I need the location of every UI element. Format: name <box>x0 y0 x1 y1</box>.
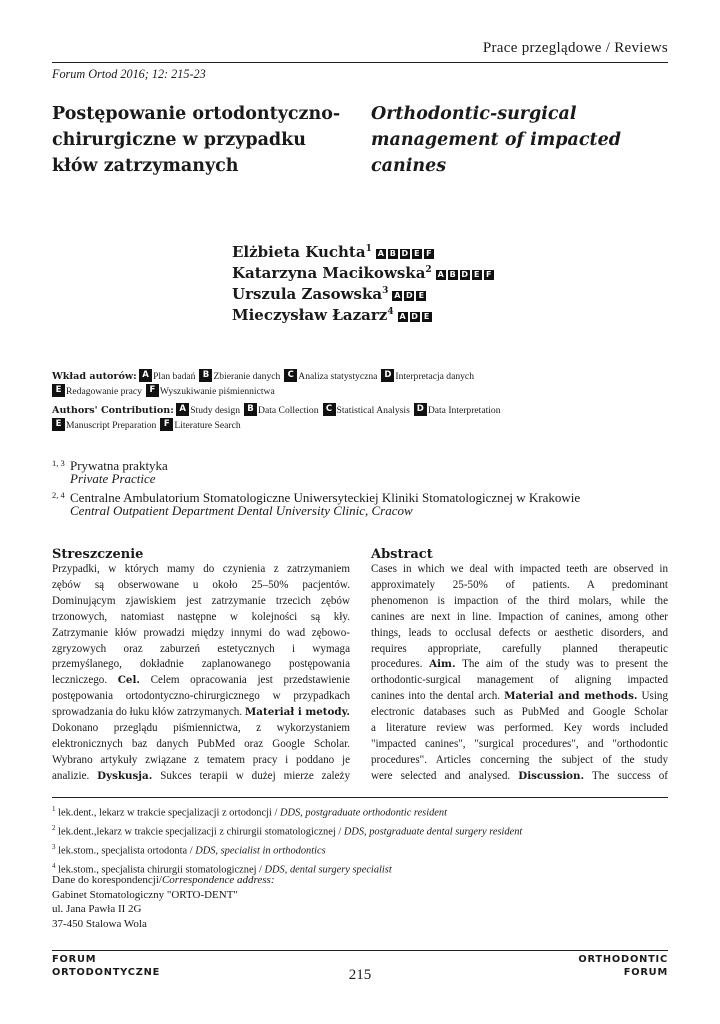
author-roles <box>435 264 495 282</box>
role-badge: D <box>401 249 409 258</box>
text-line: canines are next in line. Impaction of canines, among other <box>371 610 668 623</box>
footnote-sup: 3 <box>52 843 56 852</box>
text-line: were selected and analysed. Discussion. The success of <box>371 769 668 782</box>
contrib-text: Interpretacja danych <box>395 371 474 382</box>
contrib-code-badge: A <box>139 369 152 382</box>
contrib-code-badge: F <box>146 384 159 397</box>
role-badge: A <box>377 249 384 258</box>
text-line: Cases in which we deal with impacted teeth are observed in <box>371 563 668 575</box>
contrib-code-badge: F <box>160 418 173 431</box>
author <box>232 306 495 327</box>
role-badge: A <box>399 312 406 321</box>
text-line: sprowadzania do łuku kłów zatrzymanych. Materiał i metody. <box>52 706 350 719</box>
affiliation-2-en: Central Outpatient Department Dental University Clinic, Cracow <box>70 503 413 518</box>
contrib-code-badge: D <box>381 369 394 382</box>
contrib-item <box>199 371 280 382</box>
footnote-sup: 2 <box>52 824 56 833</box>
title-en <box>371 101 671 179</box>
text-line: Dokonano przeglądu piśmiennictwa, z wykorzystaniem <box>52 722 350 735</box>
author <box>232 285 495 306</box>
contrib-pl <box>52 369 512 398</box>
author <box>232 243 495 264</box>
affiliation-1-en: Private Practice <box>70 471 156 486</box>
text-line: procedures". Articles concerning the subject of the study <box>371 753 668 766</box>
abstract-heading: Abstract <box>371 547 433 562</box>
text-line: postępowania ortodontyczno-chirurgicznego w przypadkach <box>52 690 350 703</box>
title-pl-line: Postępowanie ortodontyczno- <box>52 104 341 124</box>
footnote-en: DDS, postgraduate dental surgery resident <box>343 826 523 838</box>
contrib-code-badge: E <box>52 418 65 431</box>
contrib-item <box>146 386 275 397</box>
contrib-text: Study design <box>190 405 241 416</box>
author-affiliation-sup: 4 <box>387 307 394 317</box>
contrib-text: Data Interpretation <box>427 405 501 416</box>
role-badge: E <box>472 270 482 280</box>
author-name: Katarzyna Macikowska <box>232 264 426 282</box>
footnote-en: DDS, dental surgery specialist <box>264 864 392 876</box>
author-list <box>232 243 495 327</box>
header-rule <box>52 62 668 63</box>
author <box>232 264 495 285</box>
page-number: 215 <box>348 967 372 983</box>
affiliation-pl: Prywatna praktyka <box>70 458 168 473</box>
address-line: ul. Jana Pawła II 2G <box>52 903 142 916</box>
footnote: $^1$ lek.dent., lekarz w trakcie specjalizacji z ortodoncji / DDS, postgraduate orthodontic resident <box>52 805 447 819</box>
footnote: $^3$ lek.stom., specjalista ortodonta / DDS, specialist in orthodontics <box>52 843 326 857</box>
contrib-item <box>176 405 240 416</box>
contrib-text: Manuscript Preparation <box>66 419 157 431</box>
contrib-item <box>381 371 474 382</box>
footer-brand-left <box>52 953 160 979</box>
contrib-text: Data Collection <box>258 405 319 416</box>
author-affiliation-sup: 2 <box>425 265 432 275</box>
correspondence <box>52 873 275 931</box>
text-line: zębów są obserwowane u około 25–50% pacjentów. <box>52 578 350 591</box>
text-line: trzonowych, natomiast następne w kolejności są kły. <box>52 610 350 623</box>
role-badge: A <box>394 291 401 300</box>
role-badge: D <box>406 291 413 300</box>
footer-brand-line: FORUM <box>623 967 668 978</box>
footnote-pl: lek.dent., lekarz w trakcie specjalizacji z ortodoncji <box>58 807 272 819</box>
contrib-text: Plan badań <box>153 371 196 382</box>
title-pl-line: kłów zatrzymanych <box>52 156 239 176</box>
text-line: Zatrzymanie kłów prowadzi między innymi do wad zębowo- <box>52 626 350 639</box>
text-line: elektronicznych baz danych PubMed oraz Google Scholar. <box>52 737 350 750</box>
text-line: "impacted canines", "surgical procedures", and "orthodontic <box>371 737 668 750</box>
role-badge: E <box>422 312 432 322</box>
contrib-item <box>323 405 410 416</box>
contrib-text: Statistical Analysis <box>336 405 410 416</box>
footnote: $^2$ lek.dent.,lekarz w trakcie specjalizacji z chirurgii stomatologicznej / DDS, postgraduate dental surgery resident <box>52 824 523 838</box>
run-in-heading: Material and methods. <box>504 690 638 703</box>
contrib-code-badge: A <box>176 403 189 416</box>
abstract-body <box>371 562 668 785</box>
author-affiliation-sup: 3 <box>382 286 389 296</box>
contrib-text: Literature Search <box>174 419 241 431</box>
text-line: phenomenon is impaction of the third molars, while the <box>371 594 668 607</box>
role-badge: F <box>484 270 494 280</box>
run-in-heading: Cel. <box>117 674 140 687</box>
footer-brand-line: ORTODONTYCZNE <box>52 967 161 978</box>
contrib-code-badge: D <box>414 403 427 416</box>
footer-brand-line: FORUM <box>52 954 97 965</box>
footer-rule <box>52 950 668 951</box>
author-roles <box>397 306 433 324</box>
footnote-en: DDS, specialist in orthodontics <box>195 845 326 857</box>
contrib-en <box>52 403 532 432</box>
role-badge: A <box>437 270 444 279</box>
correspondence-label-en: Correspondence address: <box>161 874 275 886</box>
contrib-item <box>414 405 501 416</box>
section-label: Prace przeglądowe / Reviews <box>482 40 668 56</box>
address-line: 37-450 Stalowa Wola <box>52 917 147 930</box>
contrib-label: Authors' Contribution: <box>52 405 174 416</box>
author-name: Mieczysław Łazarz <box>232 306 388 324</box>
streszczenie-heading: Streszczenie <box>52 547 144 562</box>
contrib-text: Redagowanie pracy <box>66 385 142 397</box>
role-badge: E <box>412 249 422 259</box>
contrib-item <box>139 371 195 382</box>
footnote-sup: 4 <box>52 862 56 871</box>
affiliation-sup: 2, 4 <box>52 490 65 500</box>
footer-brand-line: ORTHODONTIC <box>578 954 668 965</box>
text-line: approximately 25-50% of patients. A predominant <box>371 578 668 591</box>
text-line: electronic databases such as PubMed and Google Scholar <box>371 706 668 719</box>
role-badge: B <box>449 270 456 279</box>
role-badge: E <box>416 291 426 301</box>
contrib-item <box>160 420 240 431</box>
contrib-code-badge: C <box>284 369 297 382</box>
role-badge: B <box>389 249 396 258</box>
title-en-line: management of impacted <box>371 130 621 150</box>
run-in-heading: Discussion. <box>518 769 585 782</box>
affiliation-sup: 1, 3 <box>52 458 65 468</box>
text-line: procedures. Aim. The aim of the study was to present the <box>371 658 668 671</box>
run-in-heading: Aim. <box>429 658 456 671</box>
contrib-code-badge: B <box>199 369 212 382</box>
author-name: Elżbieta Kuchta <box>232 243 366 261</box>
footnote-sup: 1 <box>52 805 56 813</box>
role-badge: D <box>461 270 468 279</box>
text-line: przemyślanego, dokładnie zaplanowanego postępowania <box>52 658 350 671</box>
footnote-en: DDS, postgraduate orthodontic resident <box>279 807 447 819</box>
footnote-rule <box>52 797 668 798</box>
footnote-pl: lek.dent.,lekarz w trakcie specjalizacji z chirurgii stomatologicznej <box>58 826 336 838</box>
role-badge: D <box>411 312 418 321</box>
correspondence-label <box>52 873 275 888</box>
address-line: Gabinet Stomatologiczny "ORTO-DENT" <box>52 888 238 901</box>
run-in-heading: Materiał i metody. <box>244 706 350 719</box>
contrib-text: Wyszukiwanie piśmiennictwa <box>159 385 275 397</box>
correspondence-label-pl: Dane do korespondencji/ <box>52 874 162 886</box>
title-pl <box>52 101 352 179</box>
text-line: orthodontic-surgical management of aligning impacted <box>371 674 668 687</box>
contrib-code-badge: E <box>52 384 65 397</box>
title-pl-line: chirurgiczne w przypadku <box>52 130 306 150</box>
contrib-item <box>52 420 156 431</box>
text-line: leczniczego. Cel. Celem opracowania jest przedstawienie <box>52 674 350 687</box>
text-line: things, leads to occlusal defects or aesthetic disorders, and <box>371 626 668 639</box>
contrib-item <box>244 405 318 416</box>
footnote-pl: lek.stom., specjalista chirurgii stomatologicznej <box>58 864 257 876</box>
contrib-text: Analiza statystyczna <box>298 371 378 382</box>
text-line: a literature review was performed. Key words included <box>371 722 668 735</box>
author-affiliation-sup: 1 <box>365 244 372 254</box>
text-line: zgryzowych oraz zaburzeń estetycznych i wymaga <box>52 642 350 655</box>
footer-brand-right <box>578 953 668 979</box>
run-in-heading: Dyskusja. <box>97 769 153 782</box>
footnote-pl: lek.stom., specjalista ortodonta <box>58 845 188 857</box>
contrib-item <box>284 371 377 382</box>
text-line: analizie. Dyskusja. Sukces terapii w dużej mierze zależy <box>52 769 350 782</box>
author-name: Urszula Zasowska <box>232 285 383 303</box>
streszczenie-body <box>52 562 350 785</box>
contrib-code-badge: B <box>244 403 257 416</box>
contrib-label: Wkład autorów: <box>52 371 137 382</box>
author-roles <box>375 243 435 261</box>
citation: Forum Ortod 2016; 12: 215-23 <box>52 67 206 81</box>
footnotes <box>52 802 668 878</box>
text-line: Dominującym zjawiskiem jest zatrzymanie trzecich zębów <box>52 594 350 607</box>
title-en-line: Orthodontic-surgical <box>371 104 577 124</box>
text-line: Wybrano artykuły związane z tematem pracy i poddano je <box>52 753 350 766</box>
text-line: Przypadki, w których mamy do czynienia z zatrzymaniem <box>52 563 350 575</box>
contrib-code-badge: C <box>323 403 336 416</box>
text-line: requires appropriate, carefully planned therapeutic <box>371 642 668 655</box>
author-roles <box>391 285 427 303</box>
footnote: $^4$ lek.stom., specjalista chirurgii stomatologicznej / DDS, dental surgery specialist <box>52 862 392 876</box>
affiliation-pl: Centralne Ambulatorium Stomatologiczne Uniwersyteckiej Kliniki Stomatologicznej w Krakowie <box>70 490 581 505</box>
contrib-text: Zbieranie danych <box>213 371 281 382</box>
contrib-item <box>52 386 142 397</box>
text-line: canines into the dental arch. Material and methods. Using <box>371 690 668 703</box>
title-en-line: canines <box>371 156 447 176</box>
role-badge: F <box>424 249 434 259</box>
